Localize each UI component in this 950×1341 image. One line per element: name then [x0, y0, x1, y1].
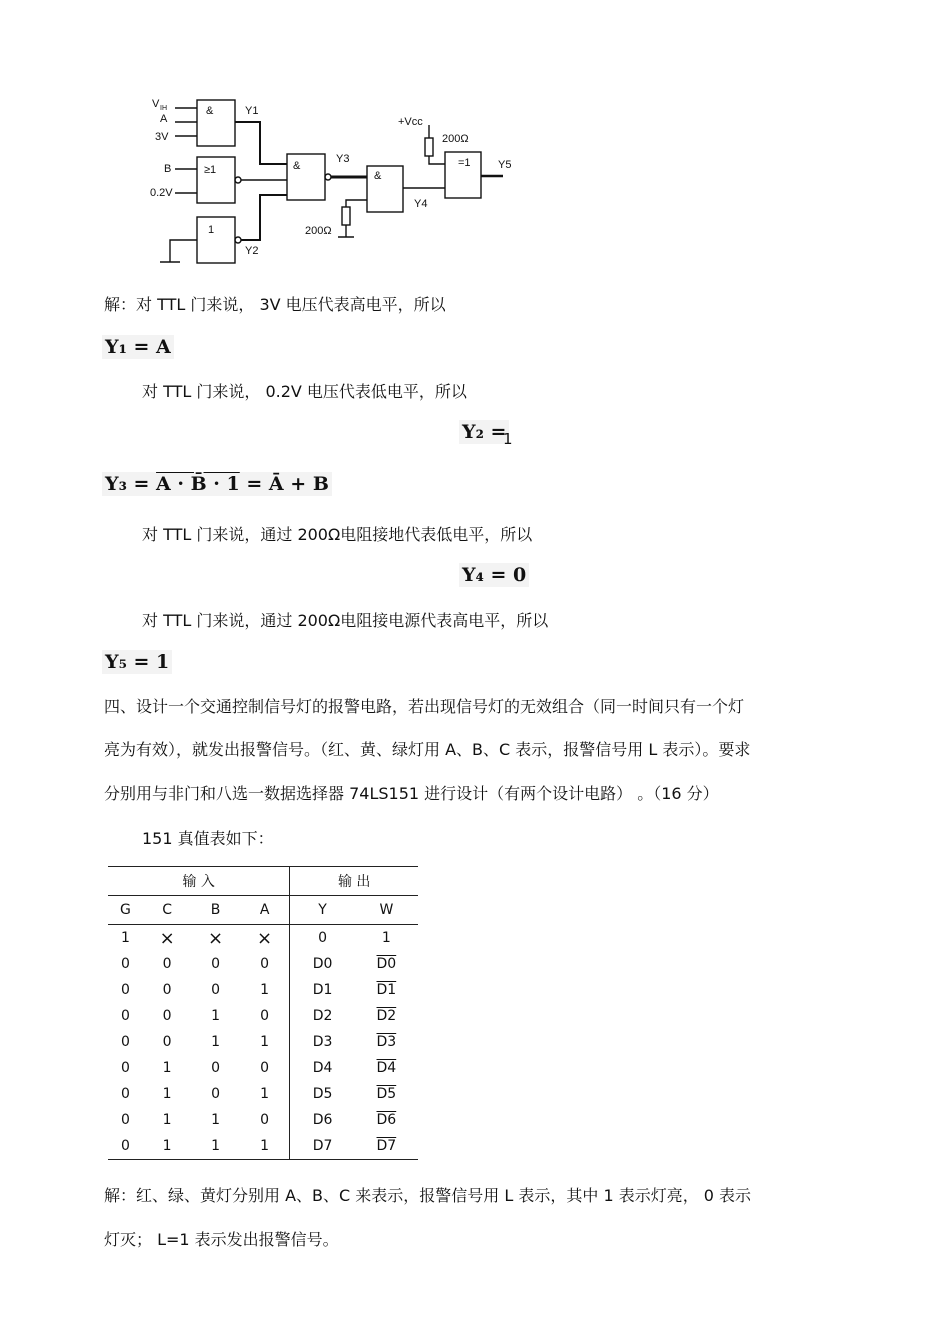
- cell-y: D5: [290, 1081, 355, 1107]
- solution1-line2: 对 TTL 门来说， 0.2V 电压代表低电平，所以: [142, 382, 467, 401]
- formula-y1: Y₁ = A: [102, 335, 174, 359]
- formula-y3: [102, 472, 332, 496]
- cell-y: 0: [290, 925, 355, 952]
- cell-w: D6: [376, 1112, 397, 1128]
- table-row: [108, 1055, 418, 1081]
- cell-b: 1: [211, 1034, 221, 1050]
- label-0-2v: 0.2V: [150, 187, 173, 199]
- label-vih: V: [152, 98, 160, 110]
- gate-symbol-and1: &: [206, 105, 214, 117]
- cell-a: 0: [260, 956, 270, 972]
- cell-a: 0: [260, 1112, 270, 1128]
- table-row: [108, 1133, 418, 1160]
- label-a: A: [160, 113, 168, 125]
- cell-c: 0: [162, 1008, 172, 1024]
- header-b: B: [210, 902, 221, 918]
- table-row: [108, 1107, 418, 1133]
- solution1-intro: 解：对 TTL 门来说， 3V 电压代表高电平，所以: [104, 295, 446, 314]
- formula-y3-rhs: = Ā + B: [246, 473, 329, 495]
- header-y: Y: [290, 896, 355, 925]
- label-y3: Y3: [336, 153, 350, 165]
- cell-w: D1: [376, 982, 397, 998]
- cell-w: D2: [376, 1008, 397, 1024]
- cell-c: ×: [159, 927, 175, 949]
- cell-b: 0: [211, 1086, 221, 1102]
- solution2-line2: 灯灭； L=1 表示发出报警信号。: [104, 1230, 339, 1249]
- cell-a: 1: [260, 1138, 270, 1154]
- cell-g: 0: [120, 1034, 130, 1050]
- cell-g: 0: [120, 1138, 130, 1154]
- cell-g: 0: [120, 1086, 130, 1102]
- label-y5: Y5: [498, 159, 512, 171]
- cell-g: 0: [120, 1112, 130, 1128]
- and-gate-3: [367, 166, 403, 212]
- and-gate-1: [197, 100, 235, 146]
- cell-w: D4: [376, 1060, 397, 1076]
- cell-b: 1: [211, 1138, 221, 1154]
- formula-y5: Y₅ = 1: [102, 650, 172, 674]
- cell-c: 0: [162, 1034, 172, 1050]
- gate-symbol-xor: =1: [458, 157, 471, 169]
- solution2-line1: 解：红、绿、黄灯分别用 A、B、C 来表示，报警信号用 L 表示，其中 1 表示灯亮， 0 表示: [104, 1186, 752, 1205]
- cell-y: D3: [290, 1029, 355, 1055]
- not-gate: [197, 217, 235, 263]
- cell-a: 1: [260, 982, 270, 998]
- cell-y: D6: [290, 1107, 355, 1133]
- label-y2: Y2: [245, 245, 259, 257]
- formula-y2-lhs: Y₂ =: [459, 420, 509, 444]
- label-vih-sub: IH: [160, 105, 167, 112]
- cell-g: 0: [120, 956, 130, 972]
- cell-c: 1: [162, 1086, 172, 1102]
- cell-g: 0: [120, 982, 130, 998]
- cell-w: 1: [381, 930, 391, 946]
- table-row: [108, 951, 418, 977]
- gate-symbol-or: ≥1: [204, 164, 217, 176]
- cell-a: 1: [260, 1086, 270, 1102]
- formula-y2-rhs: 1: [503, 430, 513, 448]
- label-y4: Y4: [414, 198, 428, 210]
- cell-w: D3: [376, 1034, 397, 1050]
- label-vcc: +Vcc: [398, 116, 423, 128]
- solution1-line5: 对 TTL 门来说，通过 200Ω电阻接电源代表高电平，所以: [142, 611, 549, 630]
- label-r-top: 200Ω: [442, 133, 469, 145]
- cell-c: 1: [162, 1138, 172, 1154]
- table-row: [108, 1081, 418, 1107]
- header-w: W: [379, 902, 394, 918]
- cell-c: 1: [162, 1060, 172, 1076]
- gate-symbol-not: 1: [208, 224, 215, 236]
- gate-symbol-nand: &: [293, 160, 301, 172]
- problem4-line2: 亮为有效），就发出报警信号。（红、黄、绿灯用 A、B、C 表示，报警信号用 L 表示）。要求: [104, 740, 751, 759]
- cell-a: ×: [257, 927, 273, 949]
- cell-w: D7: [376, 1138, 397, 1154]
- cell-a: 1: [260, 1034, 270, 1050]
- cell-c: 1: [162, 1112, 172, 1128]
- label-3v: 3V: [155, 131, 169, 143]
- formula-y3-bar: A · B̄ · 1: [156, 473, 240, 495]
- cell-y: D1: [290, 977, 355, 1003]
- cell-c: 0: [162, 982, 172, 998]
- truth-table-151: [108, 866, 418, 1160]
- label-y1: Y1: [245, 105, 259, 117]
- table-row: [108, 1029, 418, 1055]
- cell-c: 0: [162, 956, 172, 972]
- label-r-bot: 200Ω: [305, 225, 332, 237]
- cell-w: D5: [376, 1086, 397, 1102]
- table-row: [108, 1003, 418, 1029]
- cell-y: D2: [290, 1003, 355, 1029]
- header-input-group: 输 入: [182, 874, 215, 890]
- label-b: B: [164, 163, 172, 175]
- gate-symbol-and3: &: [374, 170, 382, 182]
- formula-y4: Y₄ = 0: [459, 563, 529, 587]
- header-g: G: [120, 902, 131, 918]
- cell-a: 0: [260, 1060, 270, 1076]
- cell-g: 0: [120, 1060, 130, 1076]
- cell-b: 0: [211, 1060, 221, 1076]
- cell-y: D4: [290, 1055, 355, 1081]
- header-a: A: [259, 902, 270, 918]
- solution1-line4: 对 TTL 门来说，通过 200Ω电阻接地代表低电平，所以: [142, 525, 533, 544]
- cell-b: 1: [211, 1008, 221, 1024]
- cell-b: 1: [211, 1112, 221, 1128]
- cell-g: 1: [120, 930, 130, 946]
- header-output-group: 输 出: [290, 867, 418, 896]
- cell-w: D0: [376, 956, 397, 972]
- cell-b: ×: [208, 927, 224, 949]
- table-row: [108, 977, 418, 1003]
- table-intro: 151 真值表如下：: [142, 829, 274, 848]
- cell-y: D0: [290, 951, 355, 977]
- problem4-line3: 分别用与非门和八选一数据选择器 74LS151 进行设计（有两个设计电路） 。（16 分）: [104, 784, 719, 803]
- cell-b: 0: [211, 982, 221, 998]
- cell-y: D7: [290, 1133, 355, 1160]
- logic-circuit-diagram: [140, 92, 530, 267]
- cell-b: 0: [211, 956, 221, 972]
- cell-a: 0: [260, 1008, 270, 1024]
- problem4-line1: 四、设计一个交通控制信号灯的报警电路，若出现信号灯的无效组合（同一时间只有一个灯: [104, 697, 745, 716]
- header-c: C: [162, 902, 172, 918]
- table-row: [108, 925, 418, 952]
- cell-g: 0: [120, 1008, 130, 1024]
- formula-y3-lhs: Y₃ =: [105, 473, 150, 495]
